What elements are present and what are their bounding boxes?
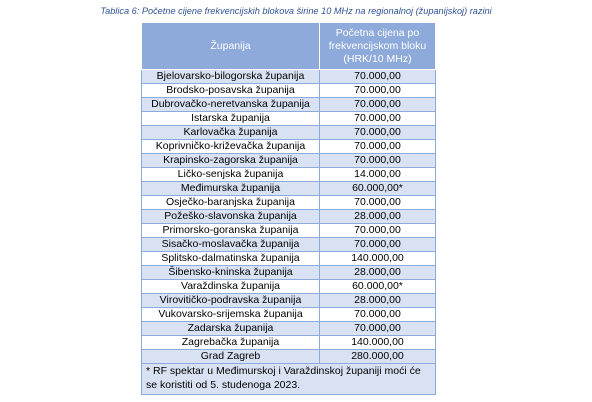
header-county: Županija <box>142 23 320 70</box>
county-cell: Karlovačka županija <box>142 126 320 140</box>
county-cell: Osječko-baranjska županija <box>142 196 320 210</box>
price-cell: 60.000,00* <box>320 280 436 294</box>
header-price: Početna cijena po frekvencijskom bloku (HRK/10 MHz) <box>320 23 436 70</box>
county-cell: Koprivničko-križevačka županija <box>142 140 320 154</box>
price-cell: 70.000,00 <box>320 112 436 126</box>
table-row <box>142 98 436 112</box>
county-cell: Bjelovarsko-bilogorska županija <box>142 70 320 84</box>
county-cell: Ličko-senjska županija <box>142 168 320 182</box>
table-row <box>142 350 436 364</box>
county-cell: Brodsko-posavska županija <box>142 84 320 98</box>
table-row <box>142 168 436 182</box>
county-cell: Međimurska županija <box>142 182 320 196</box>
table-row <box>142 182 436 196</box>
county-cell: Splitsko-dalmatinska županija <box>142 252 320 266</box>
table-row <box>142 126 436 140</box>
table-row <box>142 112 436 126</box>
table-row <box>142 154 436 168</box>
price-cell: 70.000,00 <box>320 98 436 112</box>
table-header-row <box>142 23 436 70</box>
table-row <box>142 140 436 154</box>
price-table-container <box>141 22 435 395</box>
price-cell: 140.000,00 <box>320 336 436 350</box>
county-cell: Grad Zagreb <box>142 350 320 364</box>
price-cell: 14.000,00 <box>320 168 436 182</box>
price-cell: 70.000,00 <box>320 224 436 238</box>
price-cell: 70.000,00 <box>320 140 436 154</box>
county-cell: Zagrebačka županija <box>142 336 320 350</box>
county-cell: Vukovarsko-srijemska županija <box>142 308 320 322</box>
price-cell: 70.000,00 <box>320 322 436 336</box>
table-row <box>142 70 436 84</box>
table-row <box>142 280 436 294</box>
table-caption: Tablica 6: Početne cijene frekvencijskih blokova širine 10 MHz na regionalnoj (županijskoj) razini <box>100 6 492 16</box>
table-row <box>142 210 436 224</box>
price-cell: 140.000,00 <box>320 252 436 266</box>
county-cell: Istarska županija <box>142 112 320 126</box>
price-cell: 28.000,00 <box>320 266 436 280</box>
county-cell: Dubrovačko-neretvanska županija <box>142 98 320 112</box>
county-cell: Zadarska županija <box>142 322 320 336</box>
price-cell: 28.000,00 <box>320 210 436 224</box>
county-cell: Krapinsko-zagorska županija <box>142 154 320 168</box>
county-cell: Primorsko-goranska županija <box>142 224 320 238</box>
footnote: * RF spektar u Međimurskoj i Varaždinskoj županiji moći će se koristiti od 5. studenoga 2023. <box>142 364 436 395</box>
price-cell: 60.000,00* <box>320 182 436 196</box>
price-cell: 70.000,00 <box>320 196 436 210</box>
county-cell: Požeško-slavonska županija <box>142 210 320 224</box>
price-cell: 28.000,00 <box>320 294 436 308</box>
table-row <box>142 84 436 98</box>
table-row <box>142 252 436 266</box>
price-cell: 70.000,00 <box>320 154 436 168</box>
county-cell: Varaždinska županija <box>142 280 320 294</box>
county-cell: Šibensko-kninska županija <box>142 266 320 280</box>
price-cell: 70.000,00 <box>320 84 436 98</box>
table-row <box>142 336 436 350</box>
table-row <box>142 224 436 238</box>
table-row <box>142 196 436 210</box>
table-row <box>142 238 436 252</box>
price-cell: 70.000,00 <box>320 70 436 84</box>
county-cell: Sisačko-moslavačka županija <box>142 238 320 252</box>
table-row <box>142 294 436 308</box>
table-row <box>142 266 436 280</box>
price-table <box>141 22 436 395</box>
county-cell: Virovitičko-podravska županija <box>142 294 320 308</box>
table-body <box>142 70 436 395</box>
price-cell: 70.000,00 <box>320 126 436 140</box>
price-cell: 70.000,00 <box>320 308 436 322</box>
price-cell: 70.000,00 <box>320 238 436 252</box>
table-row <box>142 308 436 322</box>
footnote-row <box>142 364 436 395</box>
price-cell: 280.000,00 <box>320 350 436 364</box>
table-row <box>142 322 436 336</box>
